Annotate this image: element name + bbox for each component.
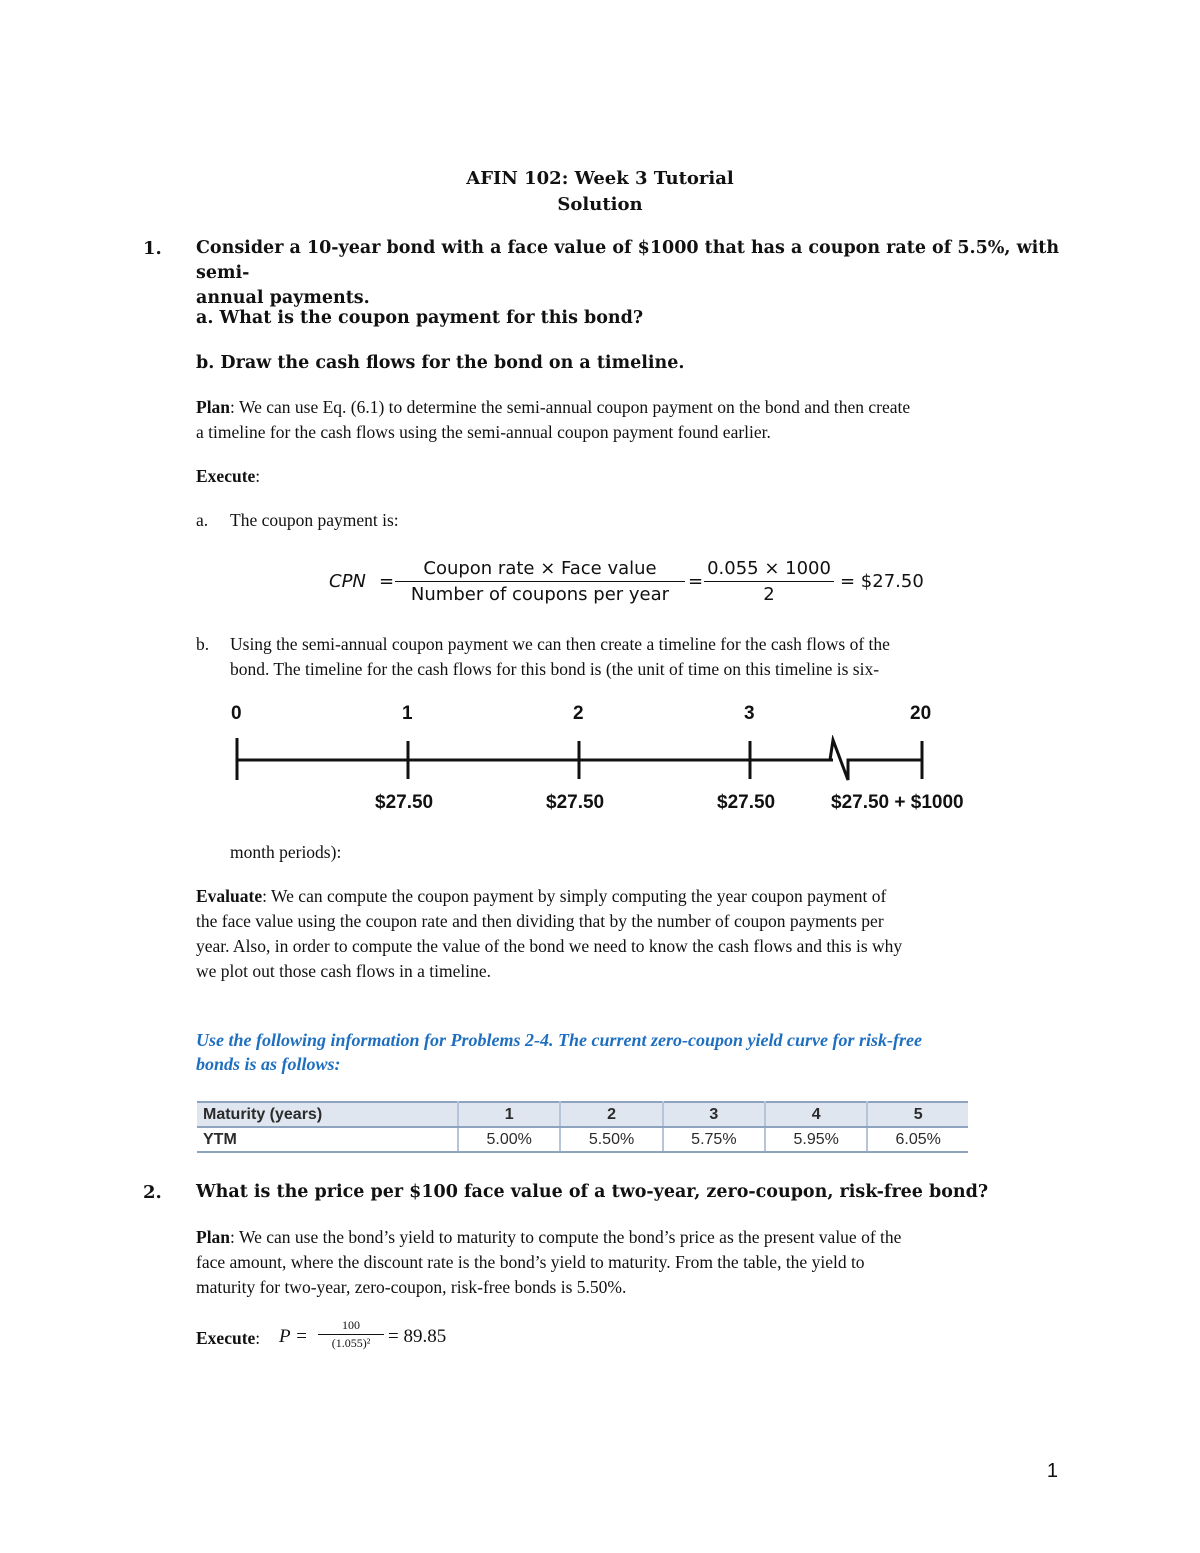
zero-coupon-yield-table	[197, 1101, 968, 1153]
yield-table-ytm-label: YTM	[197, 1127, 458, 1152]
formula-fraction-2	[704, 558, 834, 605]
evaluate-line-4: we plot out those cash flows in a timeline.	[196, 961, 492, 981]
question-2-number: 2.	[143, 1182, 162, 1203]
info-line-1: Use the following information for Problems 2-4. The current zero-coupon yield curve for risk-free	[196, 1030, 922, 1050]
q2-formula-fraction	[318, 1318, 384, 1351]
formula-fraction-1	[395, 558, 685, 605]
yield-table-cell: 5.50%	[560, 1127, 662, 1152]
evaluate-line-2: the face value using the coupon rate and then dividing that by the number of coupon payments per	[196, 911, 884, 931]
document-subtitle: Solution	[557, 194, 643, 215]
yield-table-cell: 6.05%	[867, 1127, 968, 1152]
page-number: 1	[1046, 1460, 1058, 1482]
q2-plan-line-2: face amount, where the discount rate is the bond’s yield to maturity. From the table, the yield to	[196, 1252, 865, 1272]
cash-flow-timeline	[225, 735, 935, 785]
question-2-plan	[196, 1225, 1062, 1300]
q2-plan-line-1: : We can use the bond’s yield to maturity to compute the bond’s price as the present value of the	[230, 1227, 902, 1247]
q2-formula-result: = 89.85	[388, 1326, 447, 1347]
formula-numerator-1: Coupon rate × Face value	[423, 558, 657, 579]
item-b-marker: b.	[196, 634, 210, 654]
yield-table-cell: 5.95%	[765, 1127, 867, 1152]
execute-label: Execute	[196, 466, 256, 486]
q2-plan-label: Plan	[196, 1227, 231, 1247]
question-1-text	[196, 236, 1062, 311]
item-a-text: The coupon payment is:	[230, 510, 399, 530]
timeline-period-20: 20	[910, 703, 932, 724]
fraction-bar	[318, 1334, 384, 1335]
timeline-cashflow-1: $27.50	[375, 792, 434, 813]
question-1-part-b: b. Draw the cash flows for the bond on a timeline.	[196, 353, 685, 373]
timeline-period-0: 0	[231, 703, 242, 724]
yield-table-header-cell: 4	[765, 1102, 867, 1127]
item-b-text	[230, 632, 1062, 682]
item-a-marker: a.	[196, 510, 209, 530]
info-line-2: bonds is as follows:	[196, 1054, 341, 1074]
timeline-period-2: 2	[573, 703, 584, 724]
timeline-period-3: 3	[744, 703, 755, 724]
execute-colon: :	[255, 466, 261, 486]
question-1-execute	[196, 464, 260, 489]
yield-table-header-cell: 2	[560, 1102, 662, 1127]
item-b-line-1: Using the semi-annual coupon payment we can then create a timeline for the cash flows of the	[230, 634, 890, 654]
question-1-plan	[196, 395, 1062, 445]
question-1-number: 1.	[143, 238, 162, 259]
fraction-bar	[395, 581, 685, 582]
yield-table-cell: 5.75%	[663, 1127, 765, 1152]
plan-label: Plan	[196, 397, 231, 417]
evaluate-line-1: : We can compute the coupon payment by simply computing the year coupon payment of	[262, 886, 887, 906]
timeline-cashflow-20: $27.50 + $1000	[831, 792, 964, 813]
document-title: AFIN 102: Week 3 Tutorial	[466, 168, 734, 189]
timeline-cashflow-2: $27.50	[546, 792, 605, 813]
timeline-period-1: 1	[402, 703, 413, 724]
q2-execute-label: Execute	[196, 1328, 256, 1348]
q2-execute-colon: :	[255, 1328, 261, 1348]
formula-result: = $27.50	[840, 571, 924, 592]
timeline-cashflow-3: $27.50	[717, 792, 776, 813]
q2-formula-denominator: (1.055)²	[331, 1336, 371, 1350]
fraction-bar	[704, 581, 834, 582]
yield-table-header-cell: 3	[663, 1102, 765, 1127]
formula-denominator-1: Number of coupons per year	[410, 584, 670, 605]
evaluate-label: Evaluate	[196, 886, 263, 906]
yield-table-header-cell: 5	[867, 1102, 968, 1127]
formula-equals-2: =	[688, 571, 704, 592]
question-2-text: What is the price per $100 face value of a two-year, zero-coupon, risk-free bond?	[196, 1182, 989, 1202]
yield-table-cell: 5.00%	[458, 1127, 560, 1152]
yield-table-header-row	[197, 1102, 968, 1127]
formula-cpn-label: CPN	[329, 571, 366, 592]
question-1-line-1: Consider a 10-year bond with a face value of $1000 that has a coupon rate of 5.5%, with semi-	[196, 238, 1060, 283]
problems-2-4-info	[196, 1028, 1062, 1076]
yield-table-ytm-row	[197, 1127, 968, 1152]
q2-formula-lhs: P =	[279, 1326, 308, 1347]
evaluate-line-3: year. Also, in order to compute the value of the bond we need to know the cash flows and this is why	[196, 936, 903, 956]
q2-plan-line-3: maturity for two-year, zero-coupon, risk-free bonds is 5.50%.	[196, 1277, 627, 1297]
question-1-line-2: annual payments.	[196, 288, 370, 308]
item-b-line-3: month periods):	[230, 842, 342, 862]
timeline-break-symbol	[830, 740, 922, 780]
formula-equals-1: =	[379, 571, 395, 592]
yield-table-header-maturity: Maturity (years)	[197, 1102, 458, 1127]
yield-table-header-cell: 1	[458, 1102, 560, 1127]
plan-line-1: : We can use Eq. (6.1) to determine the semi-annual coupon payment on the bond and then create	[230, 397, 911, 417]
plan-line-2: a timeline for the cash flows using the semi-annual coupon payment found earlier.	[196, 422, 771, 442]
q2-execute	[196, 1326, 260, 1351]
formula-denominator-2: 2	[763, 584, 775, 605]
item-b-line-2: bond. The timeline for the cash flows for this bond is (the unit of time on this timeline is six-	[230, 659, 880, 679]
q2-formula-numerator: 100	[342, 1318, 360, 1332]
question-1-part-a: a. What is the coupon payment for this bond?	[196, 308, 644, 328]
question-1-evaluate	[196, 884, 1062, 984]
formula-numerator-2: 0.055 × 1000	[707, 558, 831, 579]
